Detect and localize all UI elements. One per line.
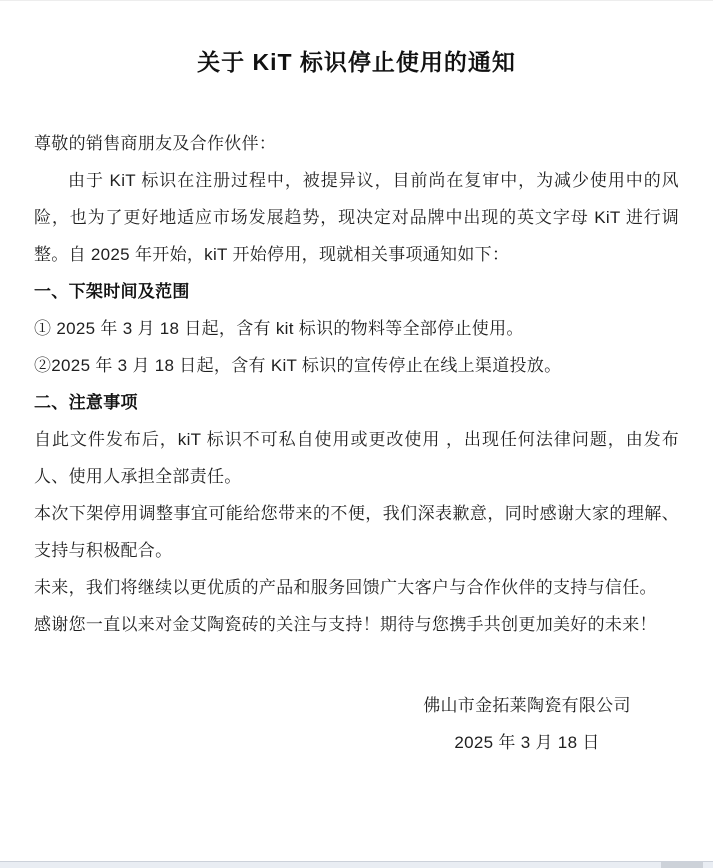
taskbar-window-segment[interactable]: [661, 862, 703, 868]
signature-date: 2025 年 3 月 18 日: [454, 733, 600, 752]
signature-block: [407, 687, 647, 761]
intro-paragraph: 由于 KiT 标识在注册过程中，被提异议，目前尚在复审中，为减少使用中的风险，也为了更好地适应市场发展趋势，现决定对品牌中出现的英文字母 KiT 进行调整。自 2025 年开始，kiT 开始停用，现就相关事项通知如下：: [34, 171, 679, 264]
section1-item-1: ① 2025 年 3 月 18 日起，含有 kit 标识的物料等全部停止使用。: [34, 319, 524, 338]
taskbar-edge-strip[interactable]: [0, 861, 713, 868]
section2-paragraph-1: 自此文件发布后，kiT 标识不可私自使用或更改使用 ，出现任何法律问题，由发布人、使用人承担全部责任。: [34, 430, 679, 486]
section2-heading: 二、注意事项: [34, 393, 138, 412]
section1-heading: 一、下架时间及范围: [34, 282, 190, 301]
signature-company: 佛山市金拓莱陶瓷有限公司: [423, 696, 631, 715]
page-title: 关于 KiT 标识停止使用的通知: [197, 49, 516, 75]
section1-item-2: ②2025 年 3 月 18 日起，含有 KiT 标识的宣传停止在线上渠道投放。: [34, 356, 562, 375]
section2-paragraph-2: 本次下架停用调整事宜可能给您带来的不便，我们深表歉意，同时感谢大家的理解、支持与积极配合。: [34, 504, 679, 560]
section2-paragraph-4: 感谢您一直以来对金艾陶瓷砖的关注与支持！期待与您携手共创更加美好的未来！: [34, 615, 657, 634]
greeting-line: 尊敬的销售商朋友及合作伙伴：: [34, 134, 277, 153]
section2-paragraph-3: 未来，我们将继续以更优质的产品和服务回馈广大客户与合作伙伴的支持与信任。: [34, 578, 657, 597]
document-content: [0, 1, 713, 761]
